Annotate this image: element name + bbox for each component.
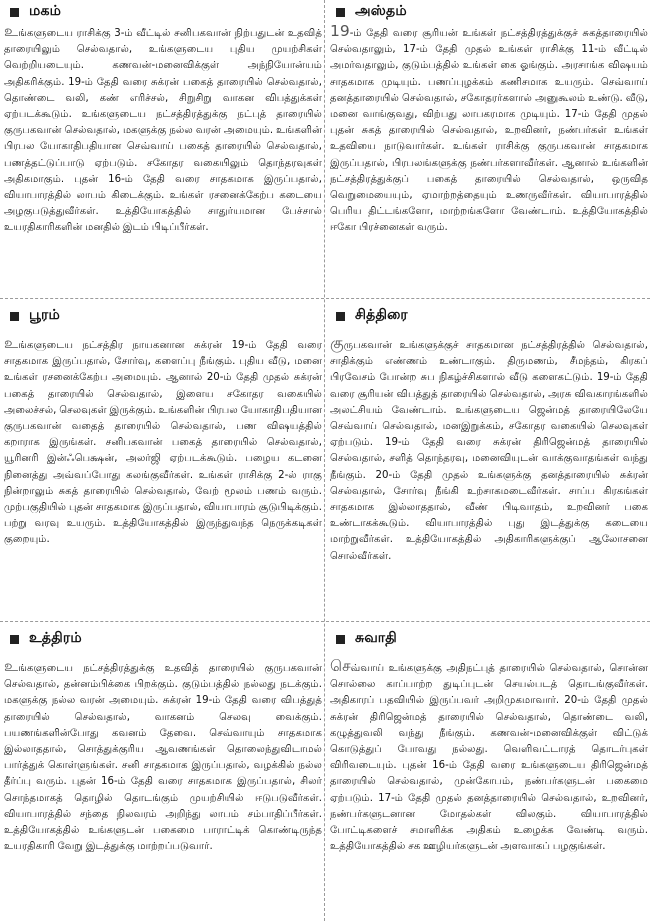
section-text: ருபகவான் உங்களுக்குச் சாதகமான நட்சத்திரத்தில் செல்வதால், சாதிக்கும் எண்ணம் உண்டாகும். திருமணம், சீமந்தம், கிரகப் பிரவேசம் போன்ற சுப நிகழ்ச்சிகளால் வீடு களைகட்டும். 19-ம் தேதி வரை சூரியன் விபத்துத் தாரையில் செல்வதால், அரசு விவகாரங்களில் அலட்சியம் வேண்டாம். உங்களுடைய ஜென்மத் தாரையிலேயே செவ்வாய் செல்வதால், மனஇறுக்கம், சகோதர வகையில் செலவுகள் ஏற்படும். 19-ம் தேதி வரை சுக்ரன் திரிஜென்மத் தாரையில் செல்வதால், சளித் தொந்தரவு, மனைவியுடன் வாக்குவாதங்கள் வந்து நீங்கும். 20-ம் தேதி முதல் உங்களுக்கு தனத்தாரையில் சுக்ரன் செல்வதால், சோர்வு நீங்கி உற்சாகமடைவீர்கள். சாப்ப கிரகங்கள் சாதகமாக இல்லாததால், வீண் பிடிவாதம், உறவினர் பகை உண்டாகக்கூடும். வியாபாரத்தில் புது இடத்துக்கு கடையை மாற்றுவீர்கள். உத்தியோகத்தில் அதிகாரிகளுக்குப் ஆலோசனை சொல்வீர்கள். bbox=[330, 340, 648, 562]
section-header bbox=[4, 0, 322, 24]
section-pooram bbox=[4, 304, 322, 619]
drop-cap: உ bbox=[4, 334, 19, 352]
section-body bbox=[4, 24, 322, 237]
section-uthiram bbox=[4, 627, 322, 921]
square-bullet-icon bbox=[10, 312, 19, 321]
section-title: அஸ்தம் bbox=[355, 3, 407, 19]
section-title: பூரம் bbox=[29, 307, 60, 323]
section-header bbox=[330, 627, 648, 651]
square-bullet-icon bbox=[336, 312, 345, 321]
drop-cap: உ bbox=[4, 22, 19, 40]
section-header bbox=[4, 627, 322, 651]
section-text: ங்களுடைய நட்சத்திர நாயகனான சுக்ரன் 19-ம் தேதி வரை சாதகமாக இருப்பதால், சோர்வு, களைப்பு நீங்கும். புதிய வீடு, மனை உங்கள் ரசனைக்கேற்ப அமையும். ஆனால் 20-ம் தேதி முதல் சுக்ரன் பகைத் தாரையில் செல்வதால், இளைய சகோதர வகையில் அலைச்சல், செலவுகள் இருக்கும். உங்களின் பிரபல யோகாதிபதியான குருபகவான் வதைத் தாரையில் செல்வதால், பண விஷயத்தில் கறாராக இருங்கள். சனிபகவான் பகைத் தாரையில் செல்வதால், யூரினரி இன்ஃபெக்ஷன், அலர்ஜி ஏற்படக்கூடும். பழைய கடனை நினைத்து அவ்வப்போது கலங்குவீர்கள். உங்கள் ராசிக்கு 2-ல் ராகு நின்றாலும் சுகத் தாரையில் செல்வதால், வேற் மூலம் பணம் வரும். முற்பகுதியில் புதன் சாதகமாக இருப்பதால், வியாபாரம் சூடுபிடிக்கும். பற்று வரவு உயரும். உத்தியோகத்தில் இருந்துவந்த நெருக்கடிகள் குறையும். bbox=[4, 340, 322, 546]
section-body bbox=[330, 336, 648, 565]
column-divider bbox=[324, 0, 325, 921]
section-header bbox=[330, 0, 648, 24]
section-chithirai bbox=[330, 304, 648, 619]
section-title: சித்திரை bbox=[355, 307, 408, 323]
section-body bbox=[330, 24, 648, 237]
section-text: ங்களுடைய ராசிக்கு 3-ம் வீட்டில் சனிபகவான் நிற்பதுடன் உதவித் தாரையிலும் செல்வதால், உங்களுடைய புதிய முயற்சிகள் வெற்றியடையும். கணவன்-மனைவிக்குள் அந்நியோன்யம் அதிகரிக்கும். 19-ம் தேதி வரை சுக்ரன் பகைத் தாரையில் செல்வதால், தொண்டை வலி, கண் எரிச்சல், சிறுசிறு வாகன விபத்துக்கள் ஏற்படக்கூடும். உங்களுடைய நட்சத்திரத்துக்கு நட்புத் தாரையில் குருபகவான் செல்வதால், மகளுக்கு நல்ல வரன் அமையும். உங்களின் பிரபல யோகாதிபதியான செவ்வாய் பகைத் தாரையில் செல்வதால், பணத்தட்டுப்பாடு ஏற்படும். சகோதர வகையிலும் தொந்தரவுகள் அதிகமாகும். புதன் 16-ம் தேதி வரை சாதகமாக இருப்பதால், வியாபாரத்தில் லாபம் கிடைக்கும். உங்கள் ரசனைக்கேற்ப கடையை அழகுபடுத்துவீர்கள். உத்தியோகத்தில் சாதுர்யமான பேச்சால் உயரதிகாரிகளின் மனதில் இடம் பிடிப்பீர்கள். bbox=[4, 28, 322, 234]
square-bullet-icon bbox=[10, 8, 19, 17]
section-swathi bbox=[330, 627, 648, 921]
section-header bbox=[330, 304, 648, 328]
section-astham bbox=[330, 0, 648, 296]
section-text: வ்வாய் உங்களுக்கு அதிநட்புத் தாரையில் செல்வதால், சொன்ன சொல்லை காப்பாற்ற துடிப்புடன் செயல்படத் தொடங்குவீர்கள். அதிகாரப் பதவியில் இருப்பவர் அறிமுகமாவார். 20-ம் தேதி முதல் சுக்ரன் திரிஜென்மத் தாரையில் செல்வதால், தொண்டை வலி, கழுத்துவலி வந்து நீங்கும். கணவன்-மனைவிக்குள் விட்டுக் கொடுத்துப் போவது நல்லது. வெளிவட்டாரத் தொடர்புகள் விரிவடையும். புதன் 16-ம் தேதி வரை உங்களுடைய திரிஜென்மத் தாரையில் செல்வதால், முன்கோபம், நண்பர்களுடன் பகைமை ஏற்படும். 17-ம் தேதி முதல் தனத்தாரையில் செல்வதால், உறவினர், நண்பர்களுடனான மோதல்கள் விலகும். வியாபாரத்தில் போட்டிகளைச் சமாளிக்க அதிகம் உழைக்க வேண்டி வரும். உத்தியோகத்தில் சக ஊழியர்களுடன் அளவாகப் பழகுங்கள். bbox=[330, 663, 648, 853]
left-column bbox=[4, 0, 322, 921]
section-magam bbox=[4, 0, 322, 296]
section-text: ங்களுடைய நட்சத்திரத்துக்கு உதவித் தாரையில் குருபகவான் செல்வதால், தன்னம்பிக்கை பிறக்கும். குடும்பத்தில் நல்லது நடக்கும். மகளுக்கு நல்ல வரன் அமையும். சுக்ரன் 19-ம் தேதி வரை விபத்துத் தாரையில் செல்வதால், வாகனம் செலவு வைக்கும். பயணங்களின்போது கவனம் தேவை. செவ்வாயும் சாதகமாக இல்லாததால், சொத்துக்குரிய ஆவணங்கள் தொலைந்துவிடாமல் பார்த்துக் கொள்ளுங்கள். சனி சாதகமாக இருப்பதால், வழக்கில் நல்ல தீர்ப்பு வரும். புதன் 16-ம் தேதி வரை சாதகமாக இருப்பதால், சிலர் சொந்தமாகத் தொழில் தொடங்கும் முயற்சியில் ஈடுபடுவீர்கள். வியாபாரத்தில் சந்தை நிலவரம் அறிந்து லாபம் சம்பாதிப்பீர்கள். உத்தியோகத்தில் உங்களுடன் பகைமை பாராட்டிக் கொண்டிருந்த உயரதிகாரி வேறு இடத்துக்கு மாற்றப்படுவார். bbox=[4, 663, 322, 853]
section-body bbox=[330, 659, 648, 855]
section-text: -ம் தேதி வரை சூரியன் உங்கள் நட்சத்திரத்துக்குச் சுகத்தாரையில் செல்வதாலும், 17-ம் தேதி முதல் உங்கள் ராசிக்கு 11-ம் வீட்டில் அமர்வதாலும், குடும்பத்தில் உங்கள் கை ஓங்கும். அரசாங்க விஷயம் சாதகமாக முடியும். பணப்புழக்கம் கணிசமாக உயரும். செவ்வாய் தனத்தாரையில் செல்வதால், சகோதரர்களால் அனுகூலம் உண்டு. வீடு, மனை வாங்குவது, விற்பது லாபகரமாக முடியும். 17-ம் தேதி முதல் புதன் சுகத் தாரையில் செல்வதால், உறவினர், நண்பர்கள் உங்கள் உதவியை நாடுவார்கள். உங்கள் ராசிக்கு குருபகவான் சாதகமாக இருப்பதால், பிரபலங்களுக்கு நண்பர்களாவீர்கள். ஆனால் உங்களின் நட்சத்திரத்துக்குப் பகைத் தாரையில் செல்வதால், ஒருவித வெறுமையையும், ஏமாற்றத்தையும் உணருவீர்கள். வியாபாரத்தில் பெரிய திட்டங்களோ, மாற்றங்களோ வேண்டாம். உத்தியோகத்தில் ஈகோ பிரச்னைகள் வரும். bbox=[330, 28, 648, 234]
square-bullet-icon bbox=[336, 635, 345, 644]
section-title: மகம் bbox=[29, 3, 62, 19]
section-header bbox=[4, 304, 322, 328]
section-title: உத்திரம் bbox=[29, 630, 82, 646]
drop-cap: உ bbox=[4, 657, 19, 675]
right-column bbox=[330, 0, 648, 921]
section-title: சுவாதி bbox=[355, 630, 397, 646]
section-body bbox=[4, 659, 322, 855]
drop-cap: செ bbox=[330, 657, 351, 675]
square-bullet-icon bbox=[10, 635, 19, 644]
square-bullet-icon bbox=[336, 8, 345, 17]
section-body bbox=[4, 336, 322, 549]
drop-cap: கு bbox=[330, 334, 344, 352]
drop-cap: 19 bbox=[330, 22, 350, 40]
